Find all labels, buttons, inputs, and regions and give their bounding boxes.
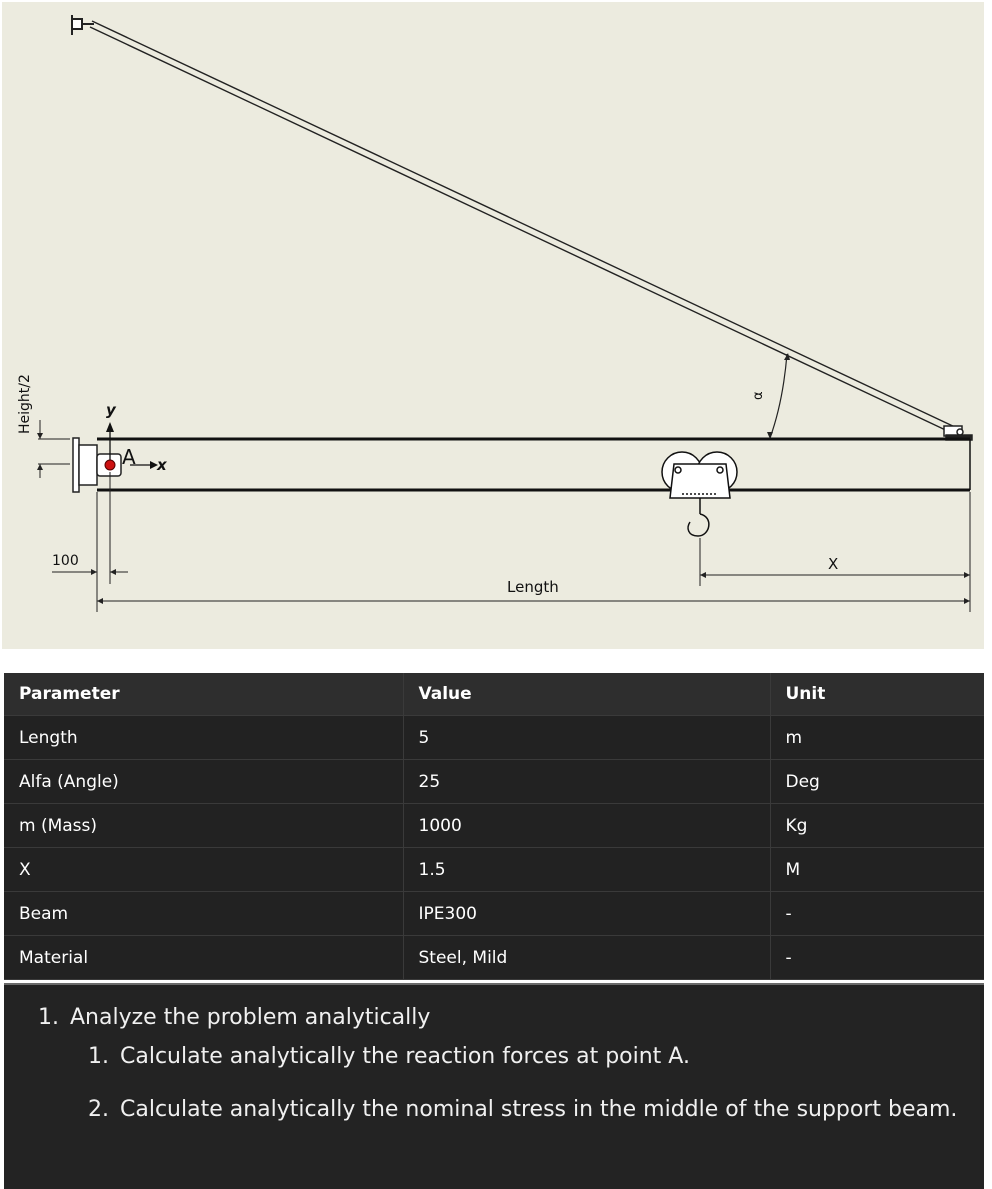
cell-value: Steel, Mild — [403, 936, 770, 980]
y-axis-label: y — [106, 401, 116, 419]
height-half-dimension — [37, 420, 70, 478]
header-unit: Unit — [770, 673, 984, 716]
angle-arc — [770, 354, 787, 438]
cell-value: 5 — [403, 716, 770, 760]
length-label: Length — [507, 578, 559, 596]
cell-unit: m — [770, 716, 984, 760]
alpha-label: α — [751, 391, 766, 400]
cell-value: 25 — [403, 760, 770, 804]
main-task-text: Analyze the problem analytically — [70, 1005, 431, 1030]
header-parameter: Parameter — [4, 673, 403, 716]
length-dimension — [97, 598, 970, 604]
cell-value: IPE300 — [403, 892, 770, 936]
offset-label: 100 — [52, 553, 79, 569]
table-row — [4, 892, 984, 936]
table-row — [4, 716, 984, 760]
cell-parameter: Alfa (Angle) — [4, 760, 403, 804]
cell-value: 1.5 — [403, 848, 770, 892]
top-wall-bracket — [72, 15, 94, 35]
main-task-item — [66, 1005, 984, 1122]
sub-task-item — [116, 1097, 984, 1122]
x-axis-label: x — [157, 456, 167, 474]
crane-diagram — [2, 2, 984, 649]
sub-task-item — [116, 1044, 984, 1069]
sub-task-list — [70, 1030, 984, 1122]
cell-unit: - — [770, 936, 984, 980]
cell-parameter: X — [4, 848, 403, 892]
tie-rod — [90, 21, 957, 434]
sub-task-text: Calculate analytically the reaction forces at point A. — [120, 1044, 690, 1069]
task-list — [4, 983, 984, 1189]
trolley-x-dimension — [700, 492, 970, 612]
cell-unit: Kg — [770, 804, 984, 848]
cell-parameter: Beam — [4, 892, 403, 936]
cell-unit: Deg — [770, 760, 984, 804]
table-header-row — [4, 673, 984, 716]
cell-parameter: Length — [4, 716, 403, 760]
table-row — [4, 848, 984, 892]
point-a-label: A — [122, 445, 136, 469]
table-row — [4, 936, 984, 980]
main-task-list — [4, 985, 984, 1122]
height-half-label: Height/2 — [17, 374, 33, 434]
crane-drawing — [2, 2, 984, 649]
parameters-table — [4, 673, 984, 980]
trolley-x-label: X — [828, 555, 839, 573]
table-row — [4, 760, 984, 804]
support-beam — [97, 439, 970, 490]
table-row — [4, 804, 984, 848]
cell-unit: - — [770, 892, 984, 936]
cell-value: 1000 — [403, 804, 770, 848]
header-value: Value — [403, 673, 770, 716]
cell-unit: M — [770, 848, 984, 892]
offset-dimension — [52, 472, 128, 612]
point-a-marker — [105, 460, 115, 470]
cell-parameter: m (Mass) — [4, 804, 403, 848]
cell-parameter: Material — [4, 936, 403, 980]
trolley-hoist — [662, 452, 737, 536]
sub-task-text: Calculate analytically the nominal stress in the middle of the support beam. — [120, 1097, 958, 1122]
